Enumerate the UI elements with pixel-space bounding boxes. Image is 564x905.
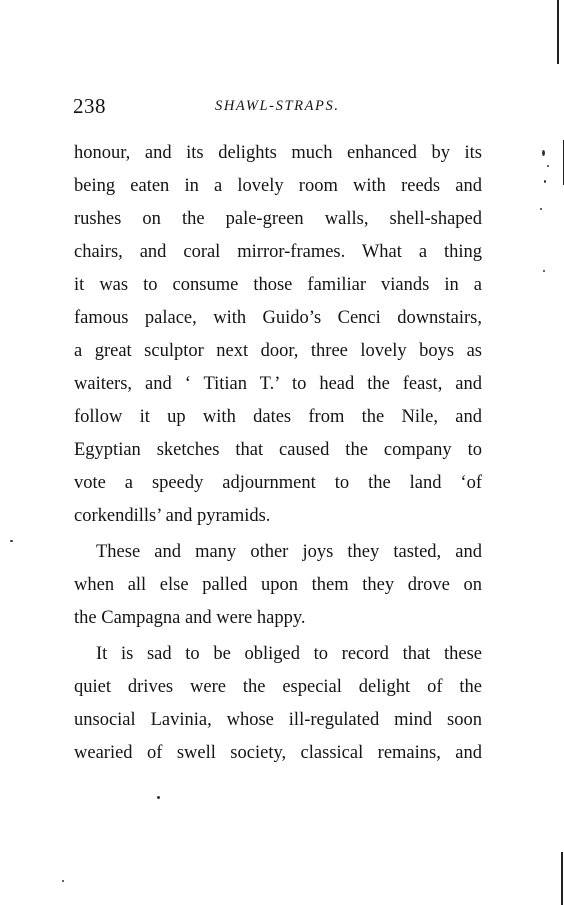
body-text <box>74 137 482 773</box>
text-line: rushes on the pale-green walls, shell-shaped <box>74 209 482 229</box>
scan-speck <box>157 796 160 799</box>
text-line: corkendills’ and pyramids. <box>74 506 271 526</box>
paragraph <box>74 536 482 635</box>
text-line: quiet drives were the especial delight of the <box>74 677 482 697</box>
text-line: a great sculptor next door, three lovely boys as <box>74 341 482 361</box>
scan-edge-line-bottom <box>561 852 563 905</box>
text-line: the Campagna and were happy. <box>74 608 306 628</box>
scan-speck <box>62 880 64 882</box>
text-line: follow it up with dates from the Nile, and <box>74 407 482 427</box>
scan-speck <box>543 270 545 272</box>
page-header <box>70 94 484 118</box>
scan-speck <box>542 150 545 156</box>
scan-edge-line-top <box>557 0 559 64</box>
text-line: wearied of swell society, classical remains, and <box>74 743 482 763</box>
paragraph <box>74 638 482 770</box>
text-line: These and many other joys they tasted, and <box>96 542 482 562</box>
text-line: when all else palled upon them they drove on <box>74 575 482 595</box>
text-line: famous palace, with Guido’s Cenci downstairs, <box>74 308 482 328</box>
text-line: chairs, and coral mirror-frames. What a thing <box>74 242 482 262</box>
paragraph <box>74 137 482 533</box>
text-line: it was to consume those familiar viands in a <box>74 275 482 295</box>
text-line: vote a speedy adjournment to the land ‘of <box>74 473 482 493</box>
text-line: waiters, and ‘ Titian T.’ to head the feast, and <box>74 374 482 394</box>
text-line: being eaten in a lovely room with reeds and <box>74 176 482 196</box>
scan-speck <box>544 180 546 183</box>
running-head: SHAWL-STRAPS. <box>215 98 340 114</box>
text-line: Egyptian sketches that caused the company to <box>74 440 482 460</box>
text-line: unsocial Lavinia, whose ill-regulated mind soon <box>74 710 482 730</box>
page-number: 238 <box>73 94 106 118</box>
scan-speck <box>10 540 13 542</box>
scan-speck <box>540 208 542 210</box>
scan-speck <box>547 165 549 167</box>
text-line: honour, and its delights much enhanced by its <box>74 143 482 163</box>
text-line: It is sad to be obliged to record that these <box>96 644 482 664</box>
